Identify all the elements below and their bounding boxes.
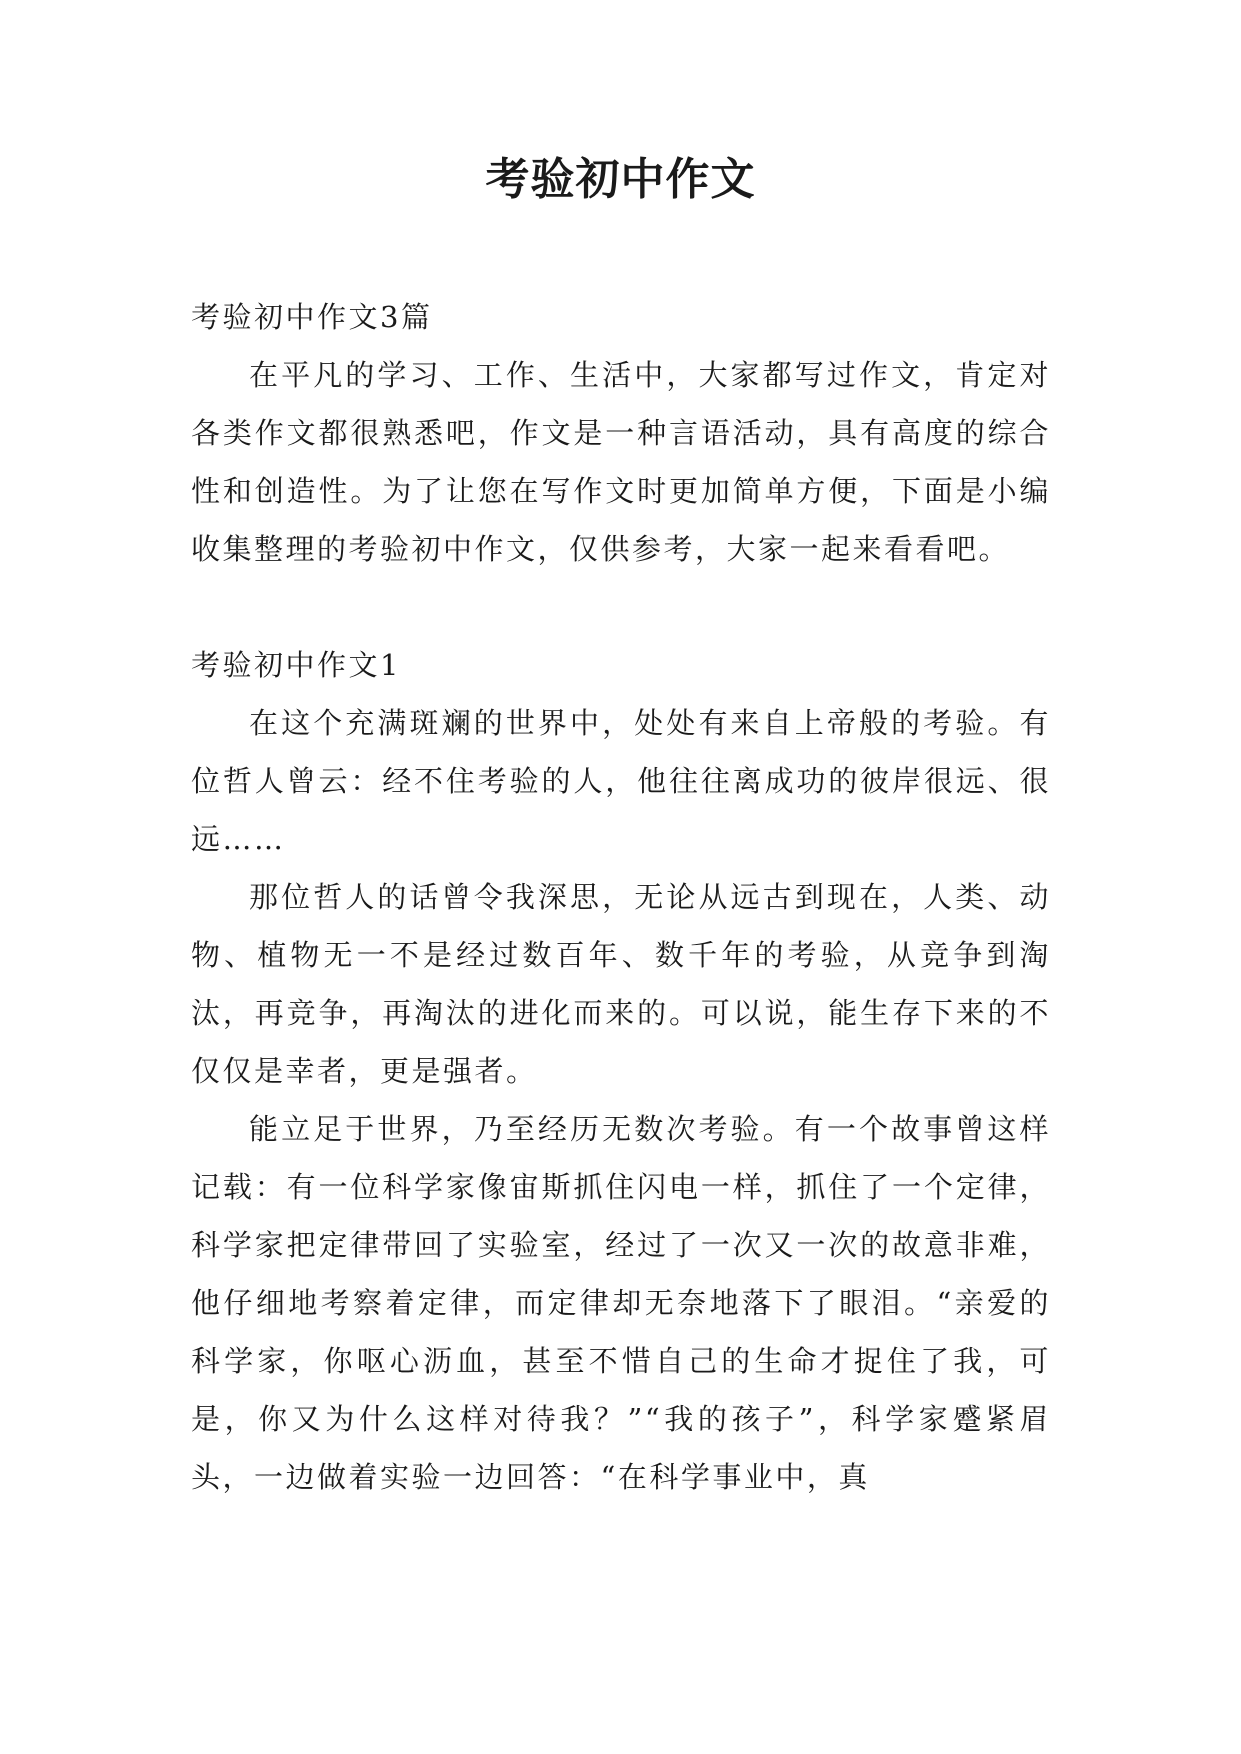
body-paragraph: 那位哲人的话曾令我深思，无论从远古到现在，人类、动物、植物无一不是经过数百年、数千年的考验，从竞争到淘汰，再竞争，再淘汰的进化而来的。可以说，能生存下来的不仅仅是幸者，更是强者。 bbox=[191, 880, 1051, 1088]
body-paragraph: 能立足于世界，乃至经历无数次考验。有一个故事曾这样记载：有一位科学家像宙斯抓住闪电一样，抓住了一个定律，科学家把定律带回了实验室，经过了一次又一次的故意非难，他仔细地考察着定律，而定律却无奈地落下了眼泪。“亲爱的科学家，你呕心沥血，甚至不惜自己的生命才捉住了我，可是，你又为什么这样对待我？”“我的孩子”，科学家蹙紧眉头，一边做着实验一边回答：“在科学事业中，真 bbox=[191, 1112, 1051, 1494]
body-paragraph: 在这个充满斑斓的世界中，处处有来自上帝般的考验。有位哲人曾云：经不住考验的人，他往往离成功的彼岸很远、很远…… bbox=[191, 706, 1051, 856]
intro-paragraph: 在平凡的学习、工作、生活中，大家都写过作文，肯定对各类作文都很熟悉吧，作文是一种言语活动，具有高度的综合性和创造性。为了让您在写作文时更加简单方便，下面是小编收集整理的考验初中作文，仅供参考，大家一起来看看吧。 bbox=[191, 358, 1051, 566]
section-heading: 考验初中作文1 bbox=[191, 648, 401, 682]
document-title: 考验初中作文 bbox=[485, 154, 756, 205]
section-spacer bbox=[191, 578, 1051, 636]
document-subtitle: 考验初中作文3篇 bbox=[191, 300, 433, 334]
document-body bbox=[191, 288, 1051, 1506]
